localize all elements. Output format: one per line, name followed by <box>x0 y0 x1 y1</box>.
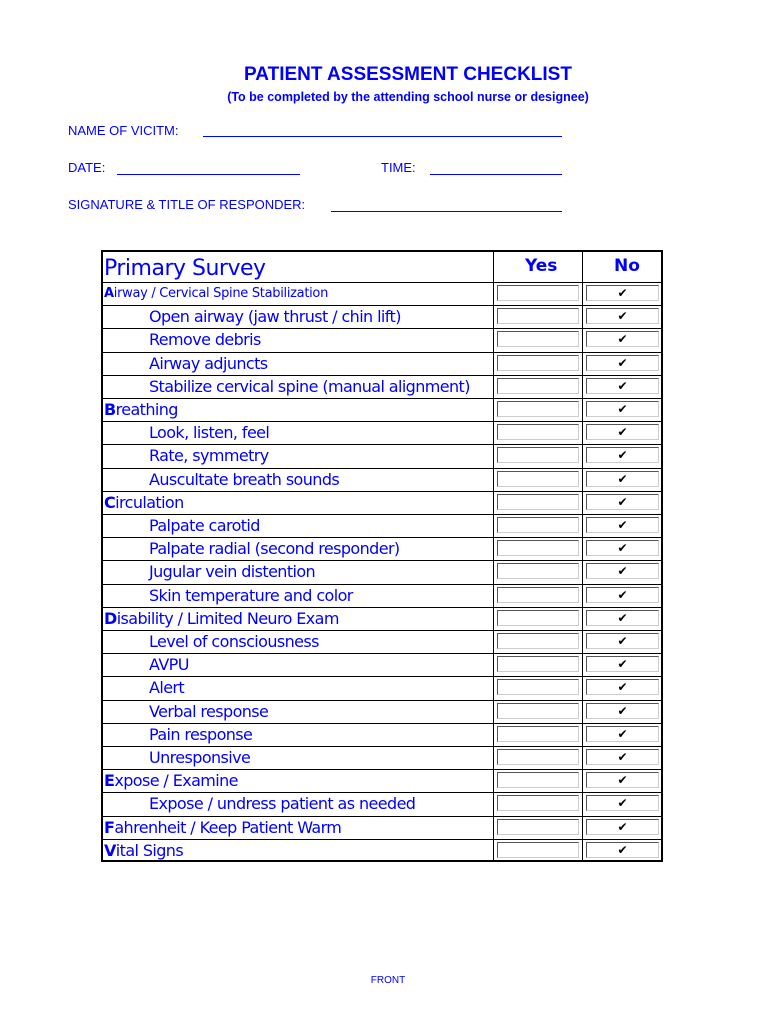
yes-checkbox[interactable] <box>497 447 579 463</box>
table-row <box>103 352 661 375</box>
item-label <box>149 702 268 721</box>
item-label <box>149 794 415 813</box>
no-checkbox[interactable] <box>586 424 659 440</box>
check-mark-icon: ✔ <box>617 518 628 532</box>
yes-checkbox[interactable] <box>497 772 579 788</box>
item-label <box>149 446 269 465</box>
table-row <box>103 839 661 862</box>
no-checkbox[interactable] <box>586 587 659 603</box>
yes-checkbox[interactable] <box>497 633 579 649</box>
yes-checkbox[interactable] <box>497 819 579 835</box>
no-checkbox[interactable] <box>586 563 659 579</box>
no-column-header: No <box>614 256 640 276</box>
yes-checkbox[interactable] <box>497 540 579 556</box>
label-text: Rate, symmetry <box>149 446 269 466</box>
label-text: AVPU <box>149 655 189 675</box>
check-mark-icon: ✔ <box>617 471 628 486</box>
yes-checkbox[interactable] <box>497 331 579 347</box>
label-text: Skin temperature and color <box>149 585 353 605</box>
check-mark-icon: ✔ <box>617 773 628 788</box>
yes-checkbox[interactable] <box>497 842 579 858</box>
check-mark-icon: ✔ <box>617 634 628 648</box>
check-mark-icon: ✔ <box>617 378 628 393</box>
yes-checkbox[interactable] <box>497 563 579 579</box>
item-label <box>149 586 353 605</box>
time-label: TIME: <box>381 160 416 175</box>
no-checkbox[interactable] <box>586 447 659 463</box>
table-row <box>103 607 661 630</box>
yes-checkbox[interactable] <box>497 656 579 672</box>
no-checkbox[interactable] <box>586 842 659 858</box>
check-mark-icon: ✔ <box>617 610 628 625</box>
yes-checkbox[interactable] <box>497 679 579 695</box>
no-checkbox[interactable] <box>586 471 659 487</box>
table-row <box>103 468 661 491</box>
category-label <box>104 841 183 860</box>
label-text: Alert <box>149 678 185 698</box>
yes-checkbox[interactable] <box>497 494 579 510</box>
table-row <box>103 398 661 421</box>
page-subtitle: (To be completed by the attending school nurse or designee) <box>227 90 589 104</box>
signature-label: SIGNATURE & TITLE OF RESPONDER: <box>68 197 306 212</box>
table-row <box>103 375 661 398</box>
item-label <box>149 725 252 744</box>
category-label <box>104 771 238 790</box>
no-checkbox[interactable] <box>586 610 659 626</box>
no-checkbox[interactable] <box>586 331 659 347</box>
item-label <box>149 539 400 558</box>
table-row <box>103 491 661 514</box>
category-label <box>104 286 328 301</box>
label-text: ahrenheit / Keep Patient Warm <box>114 817 342 837</box>
category-initial: A <box>104 286 114 301</box>
check-mark-icon: ✔ <box>617 494 628 509</box>
table-row <box>103 630 661 653</box>
item-label <box>149 562 315 581</box>
item-label <box>149 354 268 373</box>
table-row <box>103 746 661 769</box>
category-label <box>104 493 184 512</box>
yes-checkbox[interactable] <box>497 285 579 301</box>
no-checkbox[interactable] <box>586 517 659 533</box>
item-label <box>149 330 261 349</box>
label-text: Open airway (jaw thrust / chin lift) <box>149 307 401 327</box>
table-row <box>103 305 661 328</box>
yes-checkbox[interactable] <box>497 610 579 626</box>
table-row <box>103 421 661 444</box>
yes-checkbox[interactable] <box>497 587 579 603</box>
label-text: Remove debris <box>149 330 261 350</box>
check-mark-icon: ✔ <box>617 726 628 741</box>
table-row <box>103 560 661 583</box>
category-initial: V <box>104 840 116 860</box>
label-text: Pain response <box>149 724 253 744</box>
no-checkbox[interactable] <box>586 401 659 417</box>
label-text: ital Signs <box>115 840 184 860</box>
table-row <box>103 700 661 723</box>
label-text: Auscultate breath sounds <box>149 469 340 489</box>
item-label <box>149 470 339 489</box>
no-checkbox[interactable] <box>586 494 659 510</box>
check-mark-icon: ✔ <box>617 842 628 857</box>
yes-checkbox[interactable] <box>497 749 579 765</box>
check-mark-icon: ✔ <box>617 657 628 672</box>
label-text: Palpate carotid <box>149 516 260 535</box>
category-label <box>104 609 339 628</box>
table-row <box>103 792 661 815</box>
item-label <box>149 377 470 396</box>
item-label <box>149 748 250 767</box>
check-mark-icon: ✔ <box>617 355 628 370</box>
no-checkbox[interactable] <box>586 703 659 719</box>
table-header <box>103 252 661 284</box>
table-row <box>103 444 661 467</box>
check-mark-icon: ✔ <box>617 332 628 347</box>
label-text: Look, listen, feel <box>149 423 270 443</box>
check-mark-icon: ✔ <box>617 819 628 834</box>
yes-checkbox[interactable] <box>497 795 579 811</box>
check-mark-icon: ✔ <box>617 448 628 463</box>
no-checkbox[interactable] <box>586 285 659 301</box>
check-mark-icon: ✔ <box>617 402 628 416</box>
check-mark-icon: ✔ <box>617 587 628 602</box>
yes-checkbox[interactable] <box>497 378 579 394</box>
date-field[interactable] <box>117 174 300 175</box>
check-mark-icon: ✔ <box>617 750 628 764</box>
label-text: Verbal response <box>149 701 269 721</box>
category-initial: F <box>104 817 115 837</box>
yes-checkbox[interactable] <box>497 401 579 417</box>
table-row <box>103 769 661 792</box>
table-row <box>103 816 661 839</box>
label-text: isability / Limited Neuro Exam <box>116 608 339 628</box>
item-label <box>149 632 319 651</box>
label-text: Palpate radial (second responder) <box>149 539 400 559</box>
time-field[interactable] <box>430 174 562 175</box>
yes-checkbox[interactable] <box>497 517 579 533</box>
check-mark-icon: ✔ <box>617 796 628 811</box>
category-label <box>104 818 341 837</box>
no-checkbox[interactable] <box>586 308 659 324</box>
table-row <box>103 328 661 351</box>
page-footer: FRONT <box>370 975 406 986</box>
check-mark-icon: ✔ <box>617 425 628 440</box>
label-text: Expose / undress patient as needed <box>149 794 416 814</box>
label-text: reathing <box>115 400 178 419</box>
table-row <box>103 676 661 699</box>
item-label <box>149 423 269 442</box>
no-checkbox[interactable] <box>586 656 659 672</box>
category-initial: E <box>104 771 115 791</box>
no-checkbox[interactable] <box>586 633 659 649</box>
no-checkbox[interactable] <box>586 726 659 742</box>
label-text: irway / Cervical Spine Stabilization <box>113 286 329 301</box>
item-label <box>149 655 189 674</box>
category-label <box>104 400 178 419</box>
no-checkbox[interactable] <box>586 795 659 811</box>
category-initial: C <box>104 492 116 512</box>
label-text: xpose / Examine <box>114 771 238 791</box>
label-text: Unresponsive <box>149 748 251 767</box>
no-checkbox[interactable] <box>586 540 659 556</box>
table-row <box>103 282 661 305</box>
yes-column-header: Yes <box>525 256 558 276</box>
check-mark-icon: ✔ <box>617 564 628 579</box>
no-checkbox[interactable] <box>586 378 659 394</box>
table-row <box>103 584 661 607</box>
label-text: Stabilize cervical spine (manual alignment) <box>149 376 470 396</box>
primary-survey-heading: Primary Survey <box>104 256 266 281</box>
check-mark-icon: ✔ <box>617 703 628 718</box>
no-checkbox[interactable] <box>586 749 659 765</box>
label-text: irculation <box>115 492 184 512</box>
category-initial: B <box>104 400 116 419</box>
table-row <box>103 653 661 676</box>
no-checkbox[interactable] <box>586 819 659 835</box>
category-initial: D <box>104 608 117 628</box>
label-text: Airway adjuncts <box>149 353 268 373</box>
check-mark-icon: ✔ <box>617 309 628 324</box>
page-title: PATIENT ASSESSMENT CHECKLIST <box>244 64 572 85</box>
item-label <box>149 307 401 326</box>
check-mark-icon: ✔ <box>617 541 628 556</box>
item-label <box>149 516 260 535</box>
no-checkbox[interactable] <box>586 772 659 788</box>
victim-name-field[interactable] <box>203 136 562 137</box>
check-mark-icon: ✔ <box>617 680 628 695</box>
assessment-table <box>101 250 663 862</box>
yes-checkbox[interactable] <box>497 471 579 487</box>
table-row <box>103 723 661 746</box>
table-row <box>103 514 661 537</box>
date-label: DATE: <box>68 160 106 175</box>
no-checkbox[interactable] <box>586 355 659 371</box>
yes-checkbox[interactable] <box>497 424 579 440</box>
yes-checkbox[interactable] <box>497 308 579 324</box>
label-text: Level of consciousness <box>149 632 319 651</box>
table-row <box>103 537 661 560</box>
yes-checkbox[interactable] <box>497 726 579 742</box>
yes-checkbox[interactable] <box>497 355 579 371</box>
signature-field[interactable] <box>331 211 562 212</box>
victim-name-label: NAME OF VICITM: <box>68 123 179 138</box>
yes-checkbox[interactable] <box>497 703 579 719</box>
check-mark-icon: ✔ <box>617 286 628 300</box>
no-checkbox[interactable] <box>586 679 659 695</box>
item-label <box>149 678 184 697</box>
label-text: Jugular vein distention <box>149 562 316 582</box>
